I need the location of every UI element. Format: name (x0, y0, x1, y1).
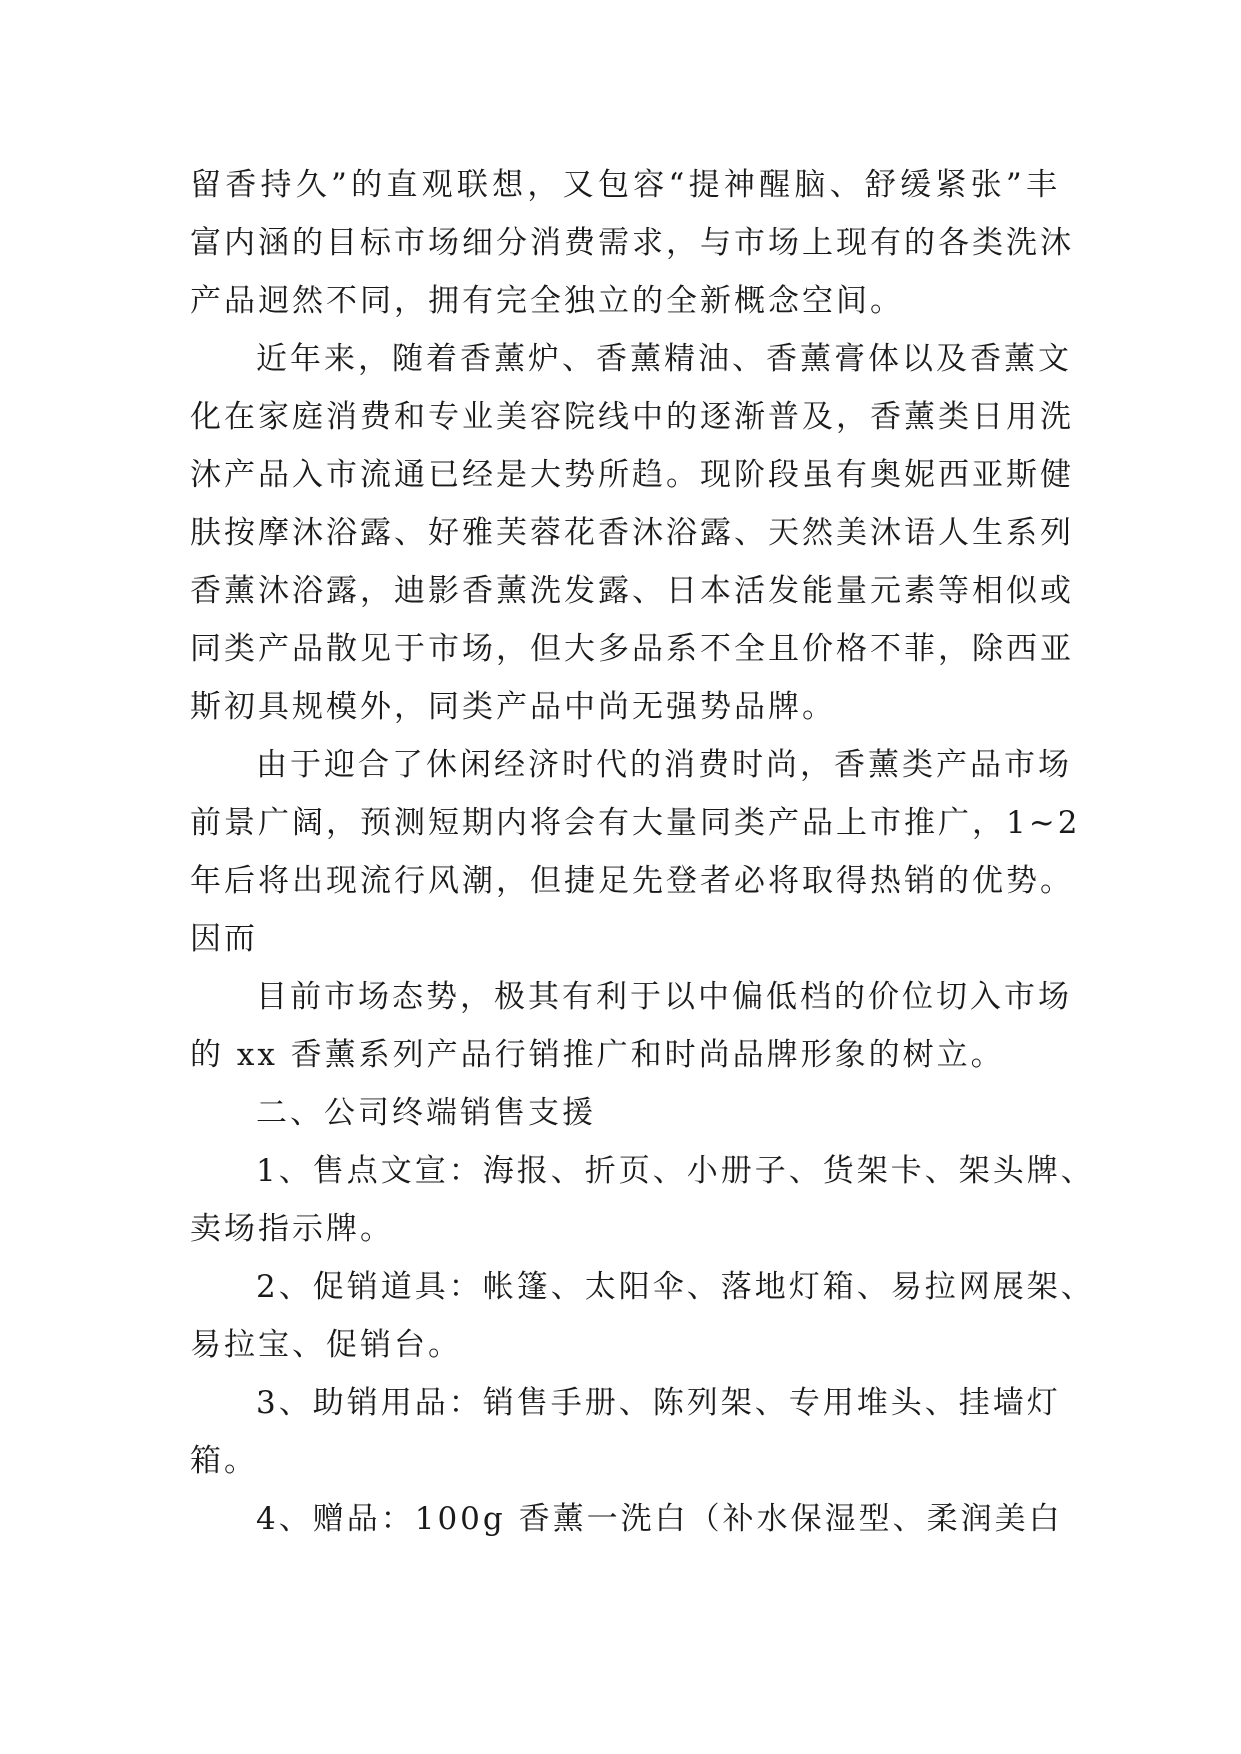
list-item-line: 2、促销道具：帐篷、太阳伞、落地灯箱、易拉网展架、 (256, 1269, 1095, 1305)
text-line: 易拉宝、促销台。 (190, 1327, 462, 1363)
list-item-line: 3、助销用品：销售手册、陈列架、专用堆头、挂墙灯 (256, 1385, 1061, 1421)
paragraph-first-line: 近年来，随着香薰炉、香薰精油、香薰膏体以及香薰文 (256, 341, 1072, 377)
list-item-line: 1、售点文宣：海报、折页、小册子、货架卡、架头牌、 (256, 1153, 1095, 1189)
list-item-line: 4、赠品：100g 香薰一洗白（补水保湿型、柔润美白 (256, 1501, 1063, 1537)
section-heading: 二、公司终端销售支援 (256, 1095, 596, 1131)
text-line: 肤按摩沐浴露、好雅芙蓉花香沐浴露、天然美沐语人生系列 (190, 515, 1074, 551)
text-line: 富内涵的目标市场细分消费需求，与市场上现有的各类洗沐 (190, 225, 1074, 261)
text-line: 产品迥然不同，拥有完全独立的全新概念空间。 (190, 283, 904, 319)
text-line: 化在家庭消费和专业美容院线中的逐渐普及，香薰类日用洗 (190, 399, 1074, 435)
text-line: 斯初具规模外，同类产品中尚无强势品牌。 (190, 689, 836, 725)
text-line: 箱。 (190, 1443, 258, 1479)
text-line: 年后将出现流行风潮，但捷足先登者必将取得热销的优势。 (190, 863, 1074, 899)
text-line: 同类产品散见于市场，但大多品系不全且价格不菲，除西亚 (190, 631, 1074, 667)
text-line: 留香持久”的直观联想，又包容“提神醒脑、舒缓紧张”丰 (190, 167, 1060, 203)
text-line: 的 xx 香薰系列产品行销推广和时尚品牌形象的树立。 (190, 1037, 1005, 1073)
text-line: 卖场指示牌。 (190, 1211, 394, 1247)
text-line: 沐产品入市流通已经是大势所趋。现阶段虽有奥妮西亚斯健 (190, 457, 1074, 493)
text-line: 因而 (190, 921, 258, 957)
paragraph-first-line: 目前市场态势，极其有利于以中偏低档的价位切入市场 (256, 979, 1072, 1015)
text-line: 香薰沐浴露，迪影香薰洗发露、日本活发能量元素等相似或 (190, 573, 1074, 609)
text-line: 前景广阔，预测短期内将会有大量同类产品上市推广，1~2 (190, 805, 1081, 841)
paragraph-first-line: 由于迎合了休闲经济时代的消费时尚，香薰类产品市场 (256, 747, 1072, 783)
document-body (190, 156, 1095, 1548)
